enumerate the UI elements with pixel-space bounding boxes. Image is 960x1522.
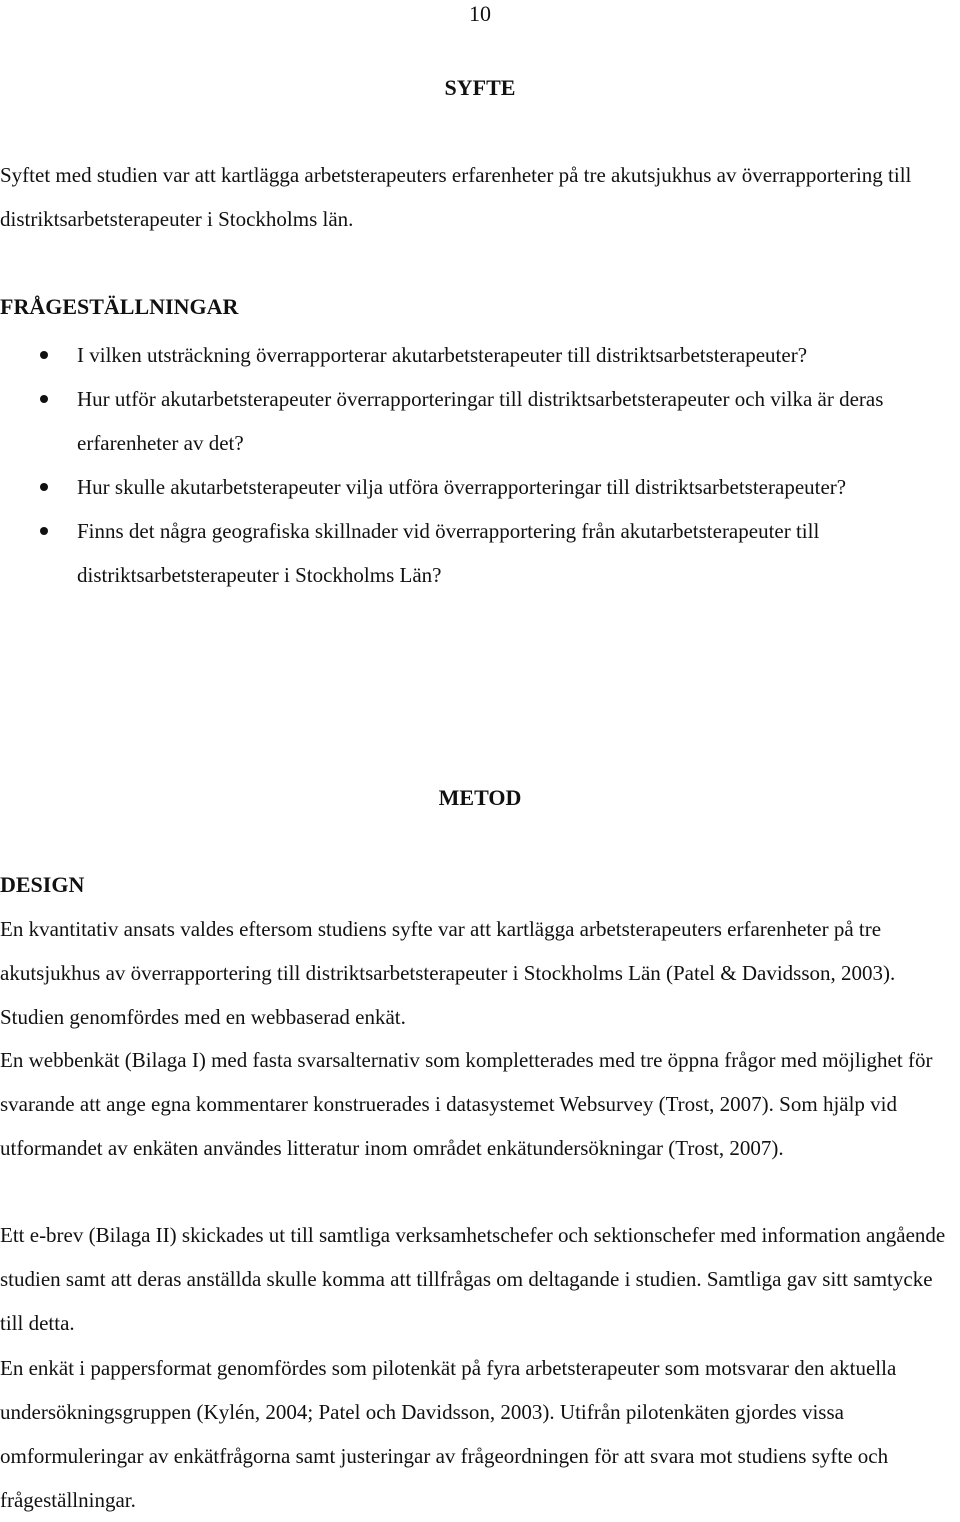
bullet-icon [40,527,48,535]
syfte-heading: SYFTE [444,75,516,100]
design-paragraph-1: En kvantitativ ansats valdes eftersom studiens syfte var att kartlägga arbetsterapeuters erfarenheter på tre akutsjukhus av överrapportering till distriktsarbetsterapeuter i Stockholms Län (Patel & Davidsson, 2003). Studien genomfördes med en webbaserad enkät. [0,917,896,1029]
list-item-text: Hur skulle akutarbetsterapeuter vilja utföra överrapporteringar till distriktsarbetsterapeuter? [77,475,847,499]
list-item-text: Finns det några geografiska skillnader vid överrapportering från akutarbetsterapeuter till distriktsarbetsterapeuter i Stockholms Län? [77,519,820,587]
list-item-text: I vilken utsträckning överrapporterar akutarbetsterapeuter till distriktsarbetsterapeuter? [77,343,808,367]
design-heading: DESIGN [0,872,85,897]
page-number: 10 [469,1,491,26]
bullet-icon [40,483,48,491]
metod-heading: METOD [438,785,522,810]
design-paragraph-2: En webbenkät (Bilaga I) med fasta svarsalternativ som kompletterades med tre öppna frågor med möjlighet för svarande att ange egna kommentarer konstruerades i datasystemet Websurvey (Trost, 2007). Som hjälp vid utformandet av enkäten användes litteratur inom området enkätundersökningar (Trost, 2007). [0,1048,933,1160]
list-item [0,465,958,509]
list-item [0,333,958,377]
research-questions-list [0,333,958,597]
bullet-icon [40,395,48,403]
fragestallningar-heading: FRÅGESTÄLLNINGAR [0,294,239,319]
bullet-icon [40,351,48,359]
list-item [0,377,958,465]
list-item-text: Hur utför akutarbetsterapeuter överrapporteringar till distriktsarbetsterapeuter och vilka är deras erfarenheter av det? [77,387,884,455]
design-paragraph-3: Ett e-brev (Bilaga II) skickades ut till samtliga verksamhetschefer och sektionschefer med information angående studien samt att deras anställda skulle komma att tillfrågas om deltagande i studien. Samtliga gav sitt samtycke till detta. [0,1223,946,1335]
design-paragraph-4: En enkät i pappersformat genomfördes som pilotenkät på fyra arbetsterapeuter som motsvarar den aktuella undersökningsgruppen (Kylén, 2004; Patel och Davidsson, 2003). Utifrån pilotenkäten gjordes vissa omformuleringar av enkätfrågorna samt justeringar av frågeordningen för att svara mot studiens syfte och frågeställningar. [0,1356,897,1512]
list-item [0,509,958,597]
syfte-paragraph: Syftet med studien var att kartlägga arbetsterapeuters erfarenheter på tre akutsjukhus av överrapportering till distriktsarbetsterapeuter i Stockholms län. [0,163,912,231]
